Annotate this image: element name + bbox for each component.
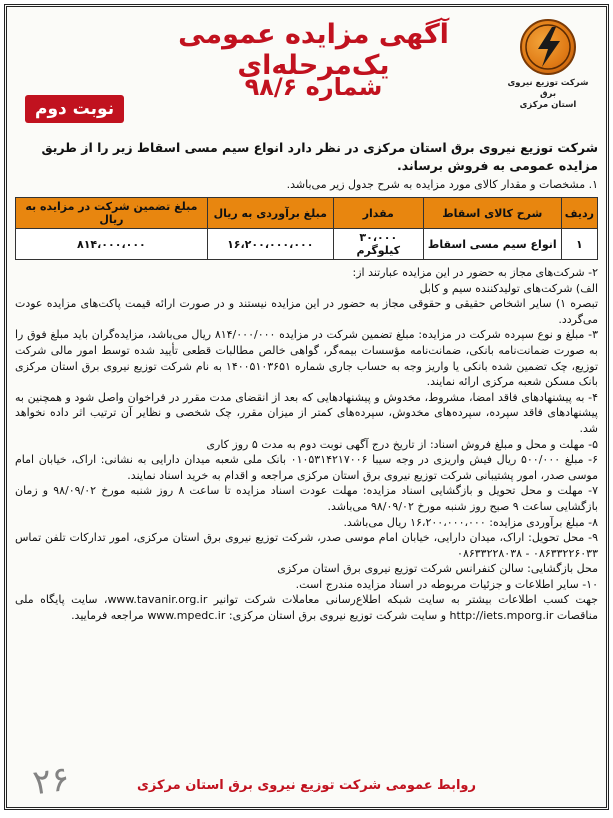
paragraph-7: ۷- مهلت و محل تحویل و بازگشایی اسناد مزایده: مهلت عودت اسناد مزایده تا ساعت ۸ روز شنبه مورخ ۹۸/۰۹/۰۲ و زمان بازگشایی ساعت ۹ صبح روز شنبه مورخ ۹۸/۰۹/۰۲ می‌باشد. xyxy=(15,484,598,513)
col-guarantee-amount: مبلغ تضمین شرکت در مزایده به ریال xyxy=(16,198,208,229)
paragraph-10: ۱۰- سایر اطلاعات و جزئیات مربوطه در اسناد مزایده مندرج است. xyxy=(295,577,598,591)
table-row xyxy=(16,229,598,260)
paragraph-2: ۲- شرکت‌های مجاز به حضور در این مزایده عبارتند از: xyxy=(352,266,598,279)
company-name-line1: شرکت توزیع نیروی برق xyxy=(507,78,589,99)
cell-quantity: ۳۰،۰۰۰ کیلوگرم xyxy=(333,229,423,260)
cell-description: انواع سیم مسی اسقاط xyxy=(423,229,561,260)
col-quantity: مقدار xyxy=(333,198,423,229)
paragraph-opening-place: محل بازگشایی: سالن کنفرانس شرکت توزیع نیروی برق استان مرکزی xyxy=(277,562,598,576)
tavanir-lightning-logo-icon xyxy=(520,19,576,75)
paragraph-6: ۶- مبلغ ۵۰۰/۰۰۰ ریال فیش واریزی در وجه سیبا ۰۱۰۵۳۱۴۲۱۷۰۰۶ بانک ملی شعبه میدان دارایی به نشانی: اراک، خیابان امام موسی صدر، امور پشتیبانی شرکت توزیع نیروی برق استان مرکزی مراجعه و اقدام به خرید اسناد نمایند. xyxy=(15,453,598,482)
col-row-number: ردیف xyxy=(561,198,597,229)
paragraph-4: ۴- به پیشنهادهای فاقد امضا، مشروط، مخدوش و پیشنهادهایی که بعد از انقضای مدت مقرر در فراخوان واصل شود و همچنین به پیشنهادهای فاقد سپرده، سپرده‌های مخدوش، سپرده‌های کمتر از میزان مقرر، چک شخصی و نظایر آن ترتیب اثر داده نخواهد شد. xyxy=(15,390,598,435)
paragraph-5: ۵- مهلت و محل و مبلغ فروش اسناد: از تاریخ درج آگهی نوبت دوم به مدت ۵ روز کاری xyxy=(206,437,598,451)
company-name xyxy=(500,78,596,111)
notice-title: آگهی مزایده عمومی یک‌مرحله‌ای xyxy=(178,19,449,81)
cell-estimated-price: ۱۶،۲۰۰،۰۰۰،۰۰۰ xyxy=(207,229,333,260)
col-description: شرح کالای اسقاط xyxy=(423,198,561,229)
paragraph-3: ۳- مبلغ و نوع سپرده شرکت در مزایده: مبلغ تضمین شرکت در مزایده ۸۱۴/۰۰۰/۰۰۰ ریال می‌باشد، مزایده‌گران باید مبلغ فوق را به صورت ضمانت‌نامه بانکی، ضمانت‌نامه مؤسسات بیمه‌گر، گواهی خالص مطالبات قطعی تأیید شده توسط امور مالی شرکت توزیع، چک تضمین شده بانکی یا واریز وجه به حساب جاری شماره ۱۴۰۰۵۱۰۳۶۵۱ به نام شرکت توزیع نیروی برق استان مرکزی بانک مسکن شعبه مرکزی ارائه نمایند. xyxy=(15,328,599,389)
company-name-line2: استان مرکزی xyxy=(519,100,577,110)
company-logo xyxy=(500,19,596,111)
paragraph-more-info: جهت کسب اطلاعات بیشتر به سایت شبکه اطلاع‌رسانی معاملات شرکت توانیر www.tavanir.org.ir، سایت پایگاه ملی مناقصات http://iets.mporg.ir و سایت شرکت توزیع نیروی برق استان مرکزی: www.mpedc.ir مراجعه فرمایید. xyxy=(15,593,598,623)
col-estimated-price: مبلغ برآوردی به ریال xyxy=(207,198,333,229)
handwritten-page-number: ۲۶ xyxy=(30,758,73,804)
table-header-row xyxy=(16,198,598,229)
notice-frame xyxy=(4,4,609,810)
paragraph-note-1: تبصره ۱) سایر اشخاص حقیقی و حقوقی مجاز به حضور در این مزایده نیستند و در صورت ارائه قیمت پاکت‌های مزایده عودت می‌گردد. xyxy=(15,297,599,326)
item-1-text: ۱. مشخصات و مقدار کالای مورد مزایده به شرح جدول زیر می‌باشد. xyxy=(286,178,598,191)
round-badge: نوبت دوم xyxy=(25,95,124,123)
notice-body xyxy=(15,265,598,624)
notice-header xyxy=(15,15,598,135)
paragraph-8: ۸- مبلغ برآوردی مزایده: ۱۶،۲۰۰،۰۰۰،۰۰۰ ریال می‌باشد. xyxy=(343,515,598,529)
notice-number: شماره ۹۸/۶ xyxy=(244,73,383,101)
intro-text: شرکت توزیع نیروی برق استان مرکزی در نظر دارد انواع سیم مسی اسقاط زیر را از طریق مزایده عمومی به فروش برساند. xyxy=(41,140,598,173)
items-table xyxy=(15,197,598,260)
paragraph-2a: الف) شرکت‌های تولیدکننده سیم و کابل xyxy=(419,281,598,295)
public-relations-footer: روابط عمومی شرکت توزیع نیروی برق استان مرکزی xyxy=(136,778,476,793)
cell-row-number: ۱ xyxy=(561,229,597,260)
notice-content xyxy=(15,15,599,804)
cell-guarantee-amount: ۸۱۴،۰۰۰،۰۰۰ xyxy=(16,229,208,260)
paragraph-9: ۹- محل تحویل: اراک، میدان دارایی، خیابان امام موسی صدر، شرکت توزیع نیروی برق استان مرکزی، امور تدارکات تلفن تماس ۰۸۶۳۳۲۲۶۰۳۳ - ۰۸۶۳۳۲۲۸۰۳۸ xyxy=(15,531,598,560)
